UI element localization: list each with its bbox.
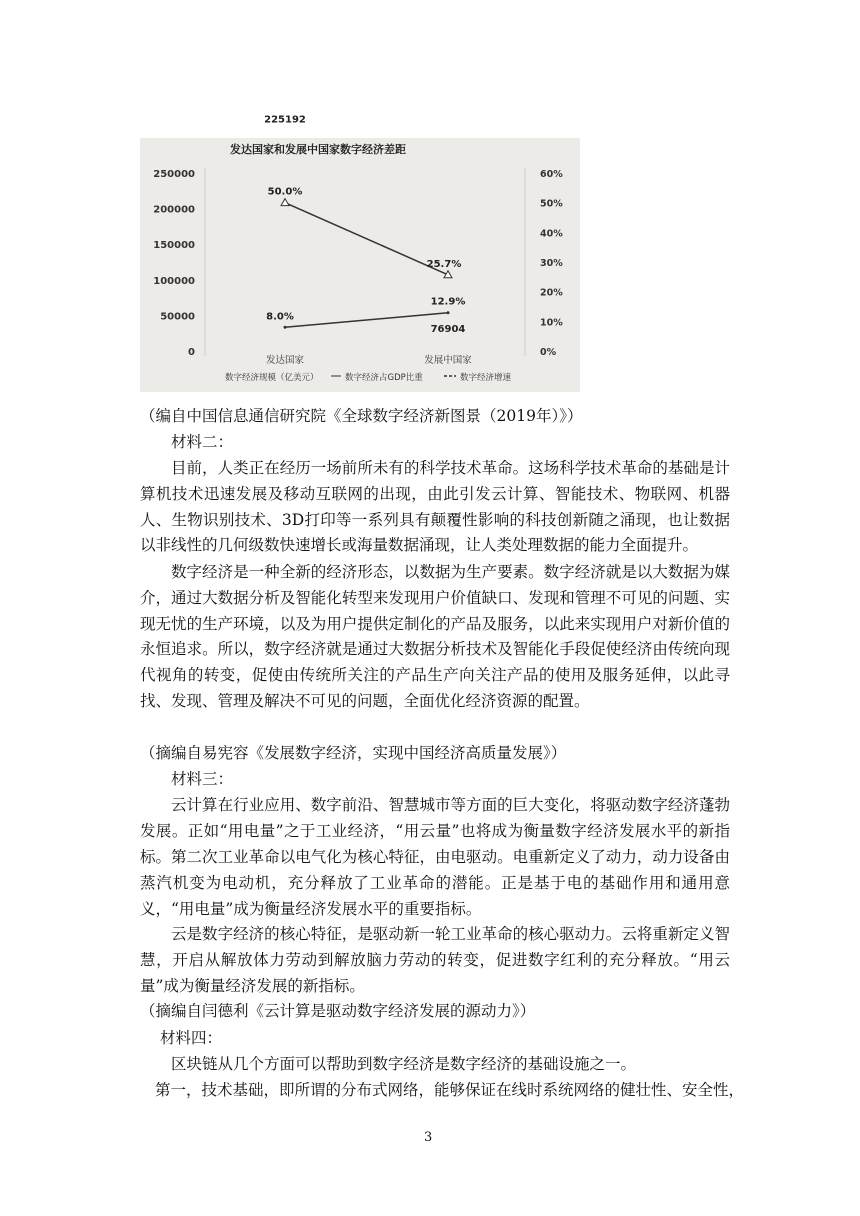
right-tick-label: 60% bbox=[540, 169, 563, 180]
x-category-label: 发展中国家 bbox=[424, 355, 472, 366]
material-2-paragraph-1: 目前，人类正在经历一场前所未有的科学技术革命。这场科学技术革命的基础是计算机技术迅速发展及移动互联网的出现，由此引发云计算、智能技术、物联网、机器人、生物识别技术、3D打印等一系列具有颠覆性影响的科技创新随之涌现，也让数据以非线性的几何级数快速增长或海量数据涌现，让人类处理数据的能力全面提升。 bbox=[140, 459, 730, 555]
material-4-heading: 材料四： bbox=[160, 1029, 223, 1047]
material-4-paragraph-2: 第一，技术基础，即所谓的分布式网络，能够保证在线时系统网络的健壮性、安全性， bbox=[155, 1081, 745, 1099]
left-tick-label: 100000 bbox=[153, 275, 195, 287]
right-tick-label: 10% bbox=[540, 317, 563, 329]
right-tick-label: 20% bbox=[540, 287, 563, 299]
growth-data-label: 8.0% bbox=[266, 311, 294, 323]
material-3-heading: 材料三： bbox=[171, 770, 234, 788]
left-tick-label: 200000 bbox=[153, 204, 195, 216]
growth-data-label: 12.9% bbox=[430, 296, 466, 308]
left-tick-label: 250000 bbox=[153, 169, 195, 180]
growth-series-line bbox=[285, 313, 448, 328]
source-note-1: （编自中国信息通信研究院《全球数字经济新图景（2019年）》） bbox=[140, 407, 583, 425]
chart-legend bbox=[225, 372, 512, 383]
right-tick-label: 30% bbox=[540, 258, 563, 269]
right-tick-label: 40% bbox=[540, 228, 563, 240]
material-3-paragraph-3: 云是数字经济的核心特征，是驱动新一轮工业革命的核心驱动力。云将重新定义智慧，开启从解放体力劳动到解放脑力劳动的转变，促进数字红利的充分释放。“用云量”成为衡量经济发展的新指标。 bbox=[140, 925, 730, 995]
legend-entry: 数字经济增速 bbox=[460, 373, 512, 383]
right-tick-label: 0% bbox=[540, 347, 557, 358]
material-4-paragraph-1: 区块链从几个方面可以帮助到数字经济是数字经济的基础设施之一。 bbox=[171, 1055, 637, 1073]
page-number: 3 bbox=[424, 1130, 433, 1145]
right-tick-label: 50% bbox=[540, 198, 563, 210]
gdp-share-data-label: 50.0% bbox=[267, 186, 303, 198]
legend-entry: 数字经济规模（亿美元） bbox=[225, 373, 319, 383]
material-2-paragraph-2: 数字经济是一种全新的经济形态，以数据为生产要素。数字经济就是以大数据为媒介，通过大数据分析及智能化转型来发现用户价值缺口、发现和管理不可见的问题、实现无忧的生产环境，以及为用户提供定制化的产品及服务，以此来实现用户对新价值的永恒追求。所以，数字经济就是通过大数据分析技术及智能化手段促使经济由传统向现代视角的转变，促使由传统所关注的产品生产向关注产品的使用及服务延伸，以此寻找、发现、管理及解决不可见的问题，全面优化经济资源的配置。 bbox=[140, 563, 730, 710]
gdp-share-series-line bbox=[285, 203, 448, 275]
left-tick-label: 150000 bbox=[153, 240, 195, 252]
scale-data-label: 225192 bbox=[264, 114, 306, 126]
material-2-heading: 材料二： bbox=[171, 433, 234, 451]
gdp-share-point bbox=[281, 199, 289, 206]
right-tick-labels bbox=[540, 169, 563, 358]
material-3-paragraph-2: 第二次工业革命以电气化为核心特征，由电驱动。电重新定义了动力，动力设备由蒸汽机变为电动机，充分释放了工业革命的潜能。正是基于电的基础作用和通用意义，“用电量”成为衡量经济发展水平的重要指标。 bbox=[140, 848, 730, 918]
chart-title: 发达国家和发展中国家数字经济差距 bbox=[230, 143, 406, 156]
source-note-3: （摘编自闫德利《云计算是驱动数字经济发展的源动力》） bbox=[140, 1002, 536, 1020]
source-note-2: （摘编自易宪容《发展数字经济，实现中国经济高质量发展》） bbox=[140, 744, 567, 762]
chart-svg bbox=[140, 114, 580, 392]
x-category-label: 发达国家 bbox=[265, 355, 305, 366]
growth-point bbox=[284, 326, 287, 329]
left-tick-label: 50000 bbox=[160, 311, 195, 323]
scale-data-label: 76904 bbox=[430, 324, 466, 336]
digital-economy-chart bbox=[140, 114, 580, 392]
left-tick-label: 0 bbox=[188, 347, 195, 358]
left-tick-labels bbox=[153, 169, 195, 358]
material-3-paragraph-1: 云计算在行业应用、数字前沿、智慧城市等方面的巨大变化，将驱动数字经济蓬勃发展。正如“用电量”之于工业经济，“用云量”也将成为衡量数字经济发展水平的新指标。 bbox=[140, 796, 730, 866]
growth-point bbox=[447, 311, 450, 314]
gdp-share-data-label: 25.7% bbox=[426, 258, 462, 270]
legend-entry: 数字经济占GDP比重 bbox=[345, 373, 423, 383]
x-category-labels bbox=[266, 354, 472, 366]
